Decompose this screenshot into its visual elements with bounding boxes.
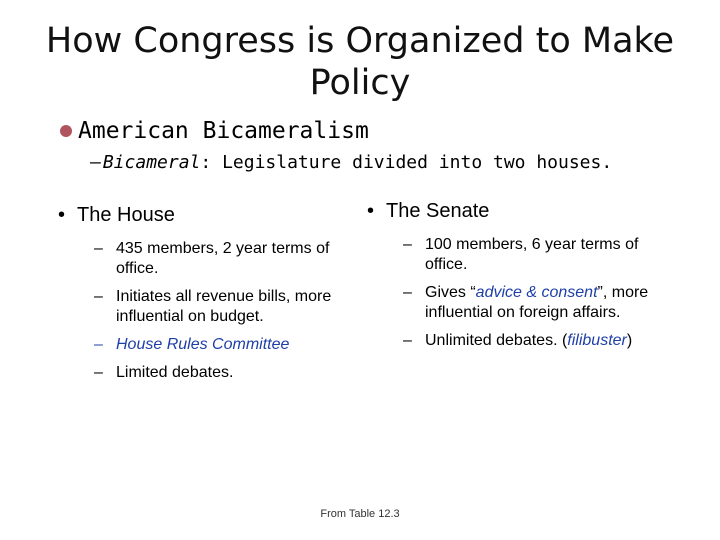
senate-item [403, 331, 667, 351]
main-bullet [60, 118, 369, 144]
sub-bullet [90, 152, 612, 173]
house-item-text: House Rules Committee [116, 336, 290, 353]
dash-icon: – [403, 284, 412, 301]
senate-heading-text: The Senate [386, 200, 490, 222]
house-item [94, 335, 358, 355]
slide-title: How Congress is Organized to Make Policy [45, 21, 675, 103]
house-column [58, 204, 358, 391]
dash-icon: – [94, 364, 103, 381]
senate-item-pre: Unlimited debates. ( [425, 332, 568, 349]
dash-icon: – [403, 332, 412, 349]
house-item [94, 239, 358, 279]
sub-bullet-dash: – [90, 152, 101, 173]
dash-icon: – [403, 236, 412, 253]
senate-item [403, 283, 667, 323]
senate-item-emphasis: filibuster [567, 332, 627, 349]
house-item-text: 435 members, 2 year terms of office. [116, 240, 330, 277]
senate-heading [367, 200, 667, 223]
senate-item-text [425, 283, 667, 323]
senate-item [403, 235, 667, 275]
house-item [94, 363, 358, 383]
senate-item-post: ”, more influential on foreign affairs. [425, 284, 649, 321]
house-item-text: Initiates all revenue bills, more influential on budget. [116, 288, 332, 325]
bullet-dot-icon [60, 125, 72, 137]
house-heading [58, 204, 358, 227]
senate-column [367, 200, 667, 359]
dash-icon: – [94, 336, 103, 353]
senate-item-pre: Gives “ [425, 284, 476, 301]
house-item-text: Limited debates. [116, 364, 234, 381]
dash-icon: – [94, 288, 103, 305]
senate-item-text: 100 members, 6 year terms of office. [425, 236, 639, 273]
sub-bullet-term: Bicameral [102, 152, 201, 173]
house-heading-text: The House [77, 204, 175, 226]
senate-item-emphasis: advice & consent [475, 284, 598, 301]
senate-item-text [425, 331, 667, 351]
senate-item-post: ) [626, 332, 633, 349]
house-item [94, 287, 358, 327]
dash-icon: – [94, 240, 103, 257]
sub-bullet-definition: : Legislature divided into two houses. [200, 152, 613, 173]
main-bullet-text: American Bicameralism [78, 118, 369, 144]
bullet-icon: • [367, 200, 375, 222]
source-footer: From Table 12.3 [320, 508, 400, 520]
bullet-icon: • [58, 204, 66, 226]
